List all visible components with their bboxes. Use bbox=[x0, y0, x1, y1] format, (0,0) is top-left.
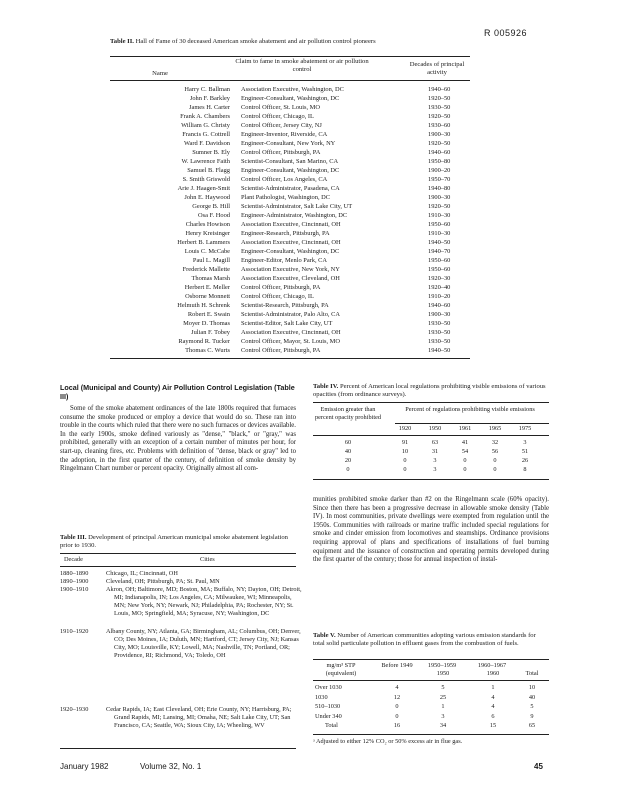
hall-of-fame-decades: 1930–50 bbox=[428, 104, 451, 111]
count-cell: 4 bbox=[491, 703, 495, 710]
hall-of-fame-decades: 1940–60 bbox=[428, 302, 451, 309]
table3-header-rule bbox=[60, 566, 296, 567]
footer-volume: Volume 32, No. 1 bbox=[140, 762, 202, 771]
hall-of-fame-name: James H. Carter bbox=[189, 104, 230, 111]
table2-bottom-rule bbox=[110, 358, 470, 359]
table4-header-rule bbox=[313, 435, 549, 436]
hall-of-fame-decades: 1910–20 bbox=[428, 293, 451, 300]
table-row bbox=[313, 448, 549, 457]
hall-of-fame-decades: 1920–50 bbox=[428, 140, 451, 147]
emission-label: Under 340 bbox=[315, 712, 342, 720]
percent-cell: 31 bbox=[431, 448, 439, 455]
hall-of-fame-claim: Association Executive, Cincinnati, OH bbox=[241, 329, 341, 336]
decade-cell: 1910–1920 bbox=[60, 628, 89, 635]
year-header: 1920 bbox=[398, 425, 412, 432]
table-row bbox=[110, 203, 470, 211]
decade-cell: 1880–1890 bbox=[60, 570, 89, 577]
hall-of-fame-name: W. Lawrence Faith bbox=[181, 158, 230, 165]
hall-of-fame-decades: 1950–60 bbox=[428, 221, 451, 228]
table-row bbox=[110, 230, 470, 238]
hall-of-fame-name: Francis G. Cottrell bbox=[182, 131, 230, 138]
table-row bbox=[313, 713, 549, 722]
table2-caption bbox=[110, 38, 470, 46]
hall-of-fame-claim: Scientist-Administrator, Pasadena, CA bbox=[241, 185, 340, 192]
hall-of-fame-claim: Engineer-Administrator, Washington, DC bbox=[241, 212, 348, 219]
hall-of-fame-claim: Control Officer, Chicago, IL bbox=[241, 293, 314, 300]
table2-col-claim: Claim to fame in smoke abatement or air pollution control bbox=[235, 58, 369, 73]
table3-caption-label: Table III. bbox=[60, 534, 87, 541]
hall-of-fame-claim: Scientist-Administrator, Salt Lake City, UT bbox=[241, 203, 353, 210]
percent-cell: 63 bbox=[431, 439, 439, 446]
opacity-cell: 20 bbox=[344, 457, 352, 464]
section-heading: Local (Municipal and County) Air Pollution Control Legislation (Table III) bbox=[60, 383, 295, 401]
hall-of-fame-decades: 1940–50 bbox=[428, 347, 451, 354]
footer-page: 45 bbox=[534, 762, 543, 771]
hall-of-fame-name: Arie J. Haagen-Smit bbox=[177, 185, 230, 192]
percent-cell: 0 bbox=[463, 466, 467, 473]
hall-of-fame-claim: Scientist-Research, Pittsburgh, PA bbox=[241, 302, 329, 309]
table-row bbox=[313, 684, 549, 693]
hall-of-fame-decades: 1920–50 bbox=[428, 113, 451, 120]
count-cell: 3 bbox=[441, 712, 445, 720]
table4-bottom-rule bbox=[313, 479, 549, 480]
hall-of-fame-decades: 1930–60 bbox=[428, 122, 451, 129]
table-row bbox=[313, 439, 549, 448]
emission-label: Over 1030 bbox=[315, 684, 342, 691]
table5-group-label: 1950–1959 bbox=[427, 662, 457, 669]
table5-col-before: Before 1949 bbox=[381, 662, 413, 669]
table3-caption bbox=[60, 534, 296, 550]
table4-caption bbox=[313, 383, 549, 399]
table3-col-cities: Cities bbox=[200, 556, 215, 563]
hall-of-fame-claim: Engineer-Consultant, Washington, DC bbox=[241, 248, 340, 255]
hall-of-fame-decades: 1930–50 bbox=[428, 329, 451, 336]
table3-top-rule bbox=[60, 553, 296, 554]
percent-cell: 3 bbox=[523, 439, 527, 446]
hall-of-fame-name: George B. Hill bbox=[192, 203, 230, 210]
count-cell: 1 bbox=[441, 703, 445, 710]
count-cell: 0 bbox=[395, 703, 399, 710]
hall-of-fame-name: Helmuth H. Schrenk bbox=[177, 302, 230, 309]
percent-cell: 0 bbox=[403, 457, 407, 464]
hall-of-fame-name: Osa F. Hood bbox=[198, 212, 230, 219]
table-row bbox=[110, 347, 470, 355]
table3-caption-text: Development of principal American municipal smoke abatement legislation prior to 1930. bbox=[60, 534, 288, 549]
right-paragraph: munities prohibited smoke darker than #2 on the Ringelmann scale (60% opacity). Since then there has been a progressive decrease in allowable smoke density (Table IV). In most communities, private dwellings were exempted from regulation until the 1950s. Communities with railroads or marine traffic included special regulations for smoke and cinder emission from locomotives and steamships. Ordinance provisions requiring approval of plans and specifications of installations of fuel burning equipment and the issuance of construction and operating permits developed during the first quarter of the century; those for annual inspection of instal- bbox=[313, 496, 549, 564]
table5-caption-text: Number of American communities adopting various emission standards for total solid particulate pollution in effluent gases from the combustion of fuels. bbox=[313, 632, 536, 647]
cities-cell: Cleveland, OH; Pittsburgh, PA; St. Paul, MN bbox=[106, 578, 220, 585]
count-cell: 16 bbox=[393, 722, 401, 729]
table5-caption bbox=[313, 632, 549, 648]
table-row bbox=[110, 176, 470, 184]
hall-of-fame-decades: 1940–70 bbox=[428, 248, 451, 255]
table4-col-first: Emission greater than percent opacity prohibited bbox=[314, 406, 382, 421]
footer-date: January 1982 bbox=[60, 762, 109, 771]
table-row bbox=[110, 140, 470, 148]
table-row bbox=[110, 185, 470, 193]
hall-of-fame-name: Robert E. Swain bbox=[187, 311, 230, 318]
table5-bottom-rule bbox=[313, 734, 549, 735]
hall-of-fame-name: Thomas C. Wurts bbox=[185, 347, 230, 354]
hall-of-fame-name: Herbert E. Meller bbox=[184, 284, 230, 291]
hall-of-fame-claim: Association Executive, Washington, DC bbox=[241, 86, 344, 93]
hall-of-fame-decades: 1910–30 bbox=[428, 212, 451, 219]
percent-cell: 51 bbox=[521, 448, 529, 455]
hall-of-fame-claim: Control Officer, St. Louis, MO bbox=[241, 104, 320, 111]
year-header: 1961 bbox=[458, 425, 472, 432]
table5-group-label2: 1960–1967 bbox=[477, 662, 507, 669]
table-row bbox=[110, 122, 470, 130]
hall-of-fame-claim: Plant Pathologist, Washington, DC bbox=[241, 194, 331, 201]
table-row bbox=[110, 212, 470, 220]
table-row bbox=[110, 293, 470, 301]
hall-of-fame-claim: Control Officer, Jersey City, NJ bbox=[241, 122, 322, 129]
hall-of-fame-name: Samuel B. Flagg bbox=[187, 167, 230, 174]
table5-header-rule bbox=[313, 680, 549, 681]
table-row bbox=[110, 302, 470, 310]
hall-of-fame-decades: 1940–60 bbox=[428, 86, 451, 93]
hall-of-fame-claim: Control Officer, Mayor, St. Louis, MO bbox=[241, 338, 340, 345]
hall-of-fame-claim: Control Officer, Chicago, IL bbox=[241, 113, 314, 120]
decade-cell: 1900–1910 bbox=[60, 586, 89, 593]
hall-of-fame-decades: 1950–60 bbox=[428, 257, 451, 264]
table-row bbox=[313, 457, 549, 466]
hall-of-fame-name: John F. Barkley bbox=[189, 95, 230, 102]
hall-of-fame-decades: 1950–60 bbox=[428, 266, 451, 273]
table5-col-total: Total bbox=[525, 670, 539, 677]
count-cell: 1 bbox=[491, 684, 495, 691]
table2-caption-text: Hall of Fame of 30 deceased American smoke abatement and air pollution control pioneers bbox=[135, 38, 376, 45]
count-cell: 5 bbox=[441, 684, 445, 691]
hall-of-fame-decades: 1900–20 bbox=[428, 167, 451, 174]
percent-cell: 0 bbox=[403, 466, 407, 473]
table-row bbox=[110, 167, 470, 175]
year-header: 1975 bbox=[518, 425, 532, 432]
hall-of-fame-name: Harry C. Ballman bbox=[184, 86, 230, 93]
hall-of-fame-claim: Control Officer, Pittsburgh, PA bbox=[241, 149, 321, 156]
hall-of-fame-claim: Control Officer, Los Angeles, CA bbox=[241, 176, 328, 183]
hall-of-fame-name: Henry Kreisinger bbox=[185, 230, 230, 237]
hall-of-fame-claim: Engineer-Consultant, New York, NY bbox=[241, 140, 336, 147]
count-cell: 40 bbox=[528, 693, 536, 701]
opacity-cell: 0 bbox=[346, 466, 350, 473]
table5-col-first: mg/m³ STP (equivalent) bbox=[325, 662, 357, 677]
hall-of-fame-decades: 1930–50 bbox=[428, 320, 451, 327]
hall-of-fame-name: S. Smith Griswold bbox=[182, 176, 230, 183]
count-cell: 15 bbox=[489, 722, 497, 729]
hall-of-fame-name: Thomas Marsh bbox=[191, 275, 230, 282]
table-row bbox=[110, 248, 470, 256]
table4-col-group: Percent of regulations prohibiting visible emissions bbox=[405, 406, 535, 413]
percent-cell: 3 bbox=[433, 457, 437, 464]
hall-of-fame-name: Louis C. McCabe bbox=[184, 248, 230, 255]
table-row bbox=[110, 149, 470, 157]
count-cell: 9 bbox=[530, 712, 534, 720]
percent-cell: 10 bbox=[401, 448, 409, 455]
table-row bbox=[110, 338, 470, 346]
emission-label: 1030 bbox=[315, 693, 328, 701]
table-row bbox=[110, 275, 470, 283]
table5-col-1960: 1960 bbox=[486, 670, 500, 677]
hall-of-fame-name: Raymond R. Tucker bbox=[178, 338, 230, 345]
table-row bbox=[110, 221, 470, 229]
table5-footnote: ᵃ Adjusted to either 12% CO₂ or 50% excess air in flue gas. bbox=[313, 738, 463, 745]
cities-cell: Albany County, NY; Atlanta, GA; Birmingham, AL; Columbus, OH; Denver, CO; Des Moines, IA; Duluth, MN; Hartford, CT; Jersey City, NJ; Kansas City, MO; Louisville, KY; Lowell, MA; Nashville, TN; Portland, OR; Providence, RI; Richmond, VA; Toledo, OH bbox=[106, 628, 301, 659]
table-row bbox=[313, 722, 549, 731]
hall-of-fame-claim: Association Executive, Cincinnati, OH bbox=[241, 239, 341, 246]
hall-of-fame-claim: Association Executive, New York, NY bbox=[241, 266, 340, 273]
hall-of-fame-claim: Engineer-Consultant, Washington, DC bbox=[241, 95, 340, 102]
hall-of-fame-name: Osborne Monnett bbox=[185, 293, 230, 300]
table2-col-decades: Decades of principal activity bbox=[409, 61, 465, 76]
hall-of-fame-decades: 1900–30 bbox=[428, 194, 451, 201]
hall-of-fame-claim: Engineer-Editor, Menlo Park, CA bbox=[241, 257, 328, 264]
hall-of-fame-name: Frank A. Chambers bbox=[180, 113, 230, 120]
hall-of-fame-name: Ward F. Davidson bbox=[183, 140, 230, 147]
hall-of-fame-decades: 1920–50 bbox=[428, 95, 451, 102]
count-cell: 25 bbox=[439, 693, 447, 701]
decade-cell: 1890–1900 bbox=[60, 578, 89, 585]
percent-cell: 8 bbox=[523, 466, 527, 473]
left-paragraph: Some of the smoke abatement ordinances of the late 1800s required that furnaces consume the smoke produced or employ a device that would do so. These ran into trouble in the courts which ruled that there were no such furnaces or devices available. In the early 1900s, smoke defined variously as "dense," "black," or "gray," was prohibited, generally with an exception of a certain number of minutes per hour, for start-up, cleaning fires, etc. Problems with definition of "dense, black or gray" led to the adoption, in the first quarter of the century, of definition of smoke density by Ringelmann Chart number or percent opacity. Originally almost all com- bbox=[60, 405, 296, 473]
count-cell: 12 bbox=[393, 693, 401, 701]
table-row bbox=[110, 194, 470, 202]
table4-caption-text: Percent of American local regulations prohibiting visible emissions of various opacities (from ordinance surveys). bbox=[313, 383, 546, 398]
percent-cell: 0 bbox=[493, 466, 497, 473]
table-row bbox=[110, 284, 470, 292]
table-row bbox=[110, 311, 470, 319]
table-row bbox=[313, 703, 549, 712]
hall-of-fame-decades: 1910–30 bbox=[428, 230, 451, 237]
table4-caption-label: Table IV. bbox=[313, 383, 339, 390]
table-row bbox=[110, 113, 470, 121]
count-cell: 0 bbox=[395, 712, 399, 720]
percent-cell: 56 bbox=[491, 448, 499, 455]
table-row bbox=[110, 266, 470, 274]
hall-of-fame-claim: Engineer-Inventor, Riverside, CA bbox=[241, 131, 328, 138]
count-cell: 10 bbox=[528, 684, 536, 691]
emission-label: Total bbox=[325, 722, 338, 729]
percent-cell: 0 bbox=[493, 457, 497, 464]
count-cell: 4 bbox=[491, 693, 495, 701]
hall-of-fame-name: William G. Christy bbox=[181, 122, 230, 129]
hall-of-fame-claim: Scientist-Administrator, Palo Alto, CA bbox=[241, 311, 340, 318]
hall-of-fame-name: Julian F. Tobey bbox=[191, 329, 230, 336]
table-row bbox=[313, 466, 549, 475]
count-cell: 5 bbox=[530, 703, 534, 710]
table5-caption-label: Table V. bbox=[313, 632, 336, 639]
percent-cell: 54 bbox=[461, 448, 469, 455]
table-row bbox=[110, 131, 470, 139]
table2-header-rule bbox=[110, 80, 470, 81]
table4-group-rule bbox=[395, 423, 549, 424]
percent-cell: 91 bbox=[401, 439, 409, 446]
table-row bbox=[110, 329, 470, 337]
hall-of-fame-claim: Control Officer, Pittsburgh, PA bbox=[241, 284, 321, 291]
year-header: 1950 bbox=[428, 425, 442, 432]
hall-of-fame-name: Sumner B. Ely bbox=[192, 149, 230, 156]
cities-cell: Cedar Rapids, IA; East Cleveland, OH; Erie County, NY; Harrisburg, PA; Grand Rapids, MI; Lansing, MI; Omaha, NE; Salt Lake City, UT; San Francisco, CA; Seattle, WA; Sioux City, IA; Wheeling, WV bbox=[106, 706, 292, 729]
table-row bbox=[110, 158, 470, 166]
hall-of-fame-decades: 1940–60 bbox=[428, 149, 451, 156]
hall-of-fame-claim: Scientist-Consultant, San Marino, CA bbox=[241, 158, 339, 165]
count-cell: 6 bbox=[491, 712, 495, 720]
table3-col-decade: Decade bbox=[64, 556, 83, 563]
table2-col-name: Name bbox=[152, 70, 168, 77]
percent-cell: 41 bbox=[461, 439, 469, 446]
hall-of-fame-claim: Engineer-Research, Pittsburgh, PA bbox=[241, 230, 330, 237]
opacity-cell: 40 bbox=[344, 448, 352, 455]
emission-label: 510–1030 bbox=[315, 703, 341, 710]
hall-of-fame-decades: 1900–30 bbox=[428, 131, 451, 138]
hall-of-fame-claim: Engineer-Consultant, Washington, DC bbox=[241, 167, 340, 174]
table4-top-rule bbox=[313, 402, 549, 403]
hall-of-fame-claim: Scientist-Editor, Salt Lake City, UT bbox=[241, 320, 333, 327]
table3-bottom-rule bbox=[60, 748, 296, 749]
percent-cell: 32 bbox=[491, 439, 499, 446]
year-header: 1965 bbox=[488, 425, 502, 432]
table2-caption-label: Table II. bbox=[110, 38, 134, 45]
table-row bbox=[313, 694, 549, 703]
table-row bbox=[110, 257, 470, 265]
table-row bbox=[110, 320, 470, 328]
hall-of-fame-decades: 1920–40 bbox=[428, 284, 451, 291]
hall-of-fame-decades: 1950–70 bbox=[428, 176, 451, 183]
cities-cell: Akron, OH; Baltimore, MD; Boston, MA; Buffalo, NY; Dayton, OH; Detroit, MI; Indianapolis, IN; Los Angeles, CA; Milwaukee, WI; Minneapolis, MN; New York, NY; Newark, NJ; Philadelphia, PA; Rochester, NY; St. Louis, MO; Springfield, MA; Syracuse, NY; Washington, DC bbox=[106, 586, 302, 617]
decade-cell: 1920–1930 bbox=[60, 706, 89, 713]
count-cell: 4 bbox=[395, 684, 399, 691]
table5-top-rule bbox=[313, 659, 549, 660]
table-row bbox=[110, 239, 470, 247]
count-cell: 34 bbox=[439, 722, 447, 729]
page-id: R 005926 bbox=[484, 28, 528, 38]
hall-of-fame-claim: Association Executive, Cincinnati, OH bbox=[241, 221, 341, 228]
hall-of-fame-name: Paul L. Magill bbox=[192, 257, 230, 264]
hall-of-fame-decades: 1940–50 bbox=[428, 239, 451, 246]
hall-of-fame-decades: 1940–80 bbox=[428, 185, 451, 192]
hall-of-fame-claim: Control Officer, Pittsburgh, PA bbox=[241, 347, 321, 354]
hall-of-fame-decades: 1920–30 bbox=[428, 275, 451, 282]
hall-of-fame-decades: 1930–50 bbox=[428, 338, 451, 345]
hall-of-fame-decades: 1950–80 bbox=[428, 158, 451, 165]
table2-top-rule bbox=[110, 56, 470, 57]
hall-of-fame-decades: 1900–30 bbox=[428, 311, 451, 318]
percent-cell: 26 bbox=[521, 457, 529, 464]
percent-cell: 0 bbox=[463, 457, 467, 464]
table5-col-1950: 1950 bbox=[436, 670, 450, 677]
table-row bbox=[110, 86, 470, 94]
hall-of-fame-decades: 1920–50 bbox=[428, 203, 451, 210]
cities-cell: Chicago, IL; Cincinnati, OH bbox=[106, 570, 178, 577]
hall-of-fame-name: John E. Haywood bbox=[184, 194, 230, 201]
hall-of-fame-name: Frederick Mallette bbox=[182, 266, 230, 273]
table-row bbox=[110, 104, 470, 112]
hall-of-fame-name: Herbert B. Lammers bbox=[177, 239, 230, 246]
hall-of-fame-name: Moyer D. Thomas bbox=[183, 320, 230, 327]
hall-of-fame-name: Charles Howison bbox=[185, 221, 230, 228]
hall-of-fame-claim: Association Executive, Cleveland, OH bbox=[241, 275, 340, 282]
opacity-cell: 60 bbox=[344, 439, 352, 446]
count-cell: 65 bbox=[528, 722, 536, 729]
percent-cell: 3 bbox=[433, 466, 437, 473]
table-row bbox=[110, 95, 470, 103]
